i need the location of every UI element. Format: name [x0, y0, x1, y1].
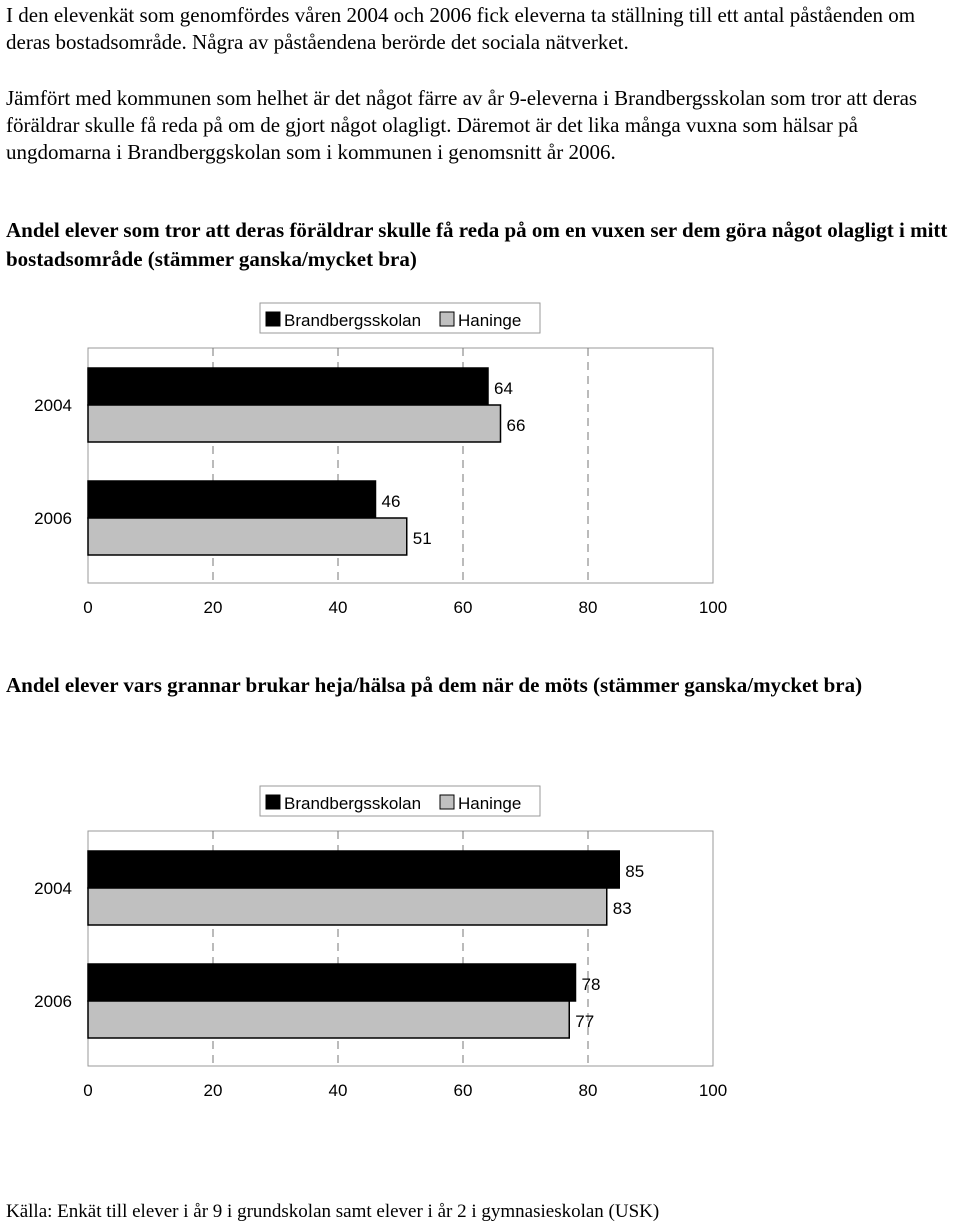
- bar-brandbergsskolan-2006: [88, 481, 376, 518]
- x-tick-20: 20: [203, 598, 223, 617]
- source-note: Källa: Enkät till elever i år 9 i grundskolan samt elever i år 2 i gymnasieskolan (USK): [6, 1201, 660, 1222]
- bar-haninge-2004: [88, 888, 607, 925]
- data-label-brandbergsskolan-2006: 46: [381, 492, 401, 511]
- intro-paragraph: I den elevenkät som genomfördes våren 2004 och 2006 fick eleverna ta ställning till ett antal påståenden om deras bostadsområde. Några av påståendena berörde det sociala nätverket.: [6, 3, 916, 54]
- legend-label-1: Brandbergsskolan: [284, 794, 422, 813]
- legend-swatch-1: [266, 795, 280, 809]
- bar-brandbergsskolan-2006: [88, 964, 576, 1001]
- data-label-haninge-2006: 51: [412, 529, 432, 548]
- bar-haninge-2004: [88, 405, 501, 442]
- legend-label-2: Haninge: [458, 794, 522, 813]
- x-tick-0: 0: [83, 598, 93, 617]
- chart-hejahalsa: [0, 783, 960, 1113]
- bar-haninge-2006: [88, 518, 407, 555]
- legend-swatch-1: [266, 312, 280, 326]
- data-label-haninge-2004: 83: [612, 899, 632, 918]
- x-tick-80: 80: [578, 598, 598, 617]
- x-tick-100: 100: [698, 1081, 728, 1100]
- data-label-haninge-2004: 66: [506, 416, 526, 435]
- x-tick-60: 60: [453, 598, 473, 617]
- legend-swatch-2: [440, 795, 454, 809]
- chart1-title: Andel elever som tror att deras föräldrar skulle få reda på om en vuxen ser dem göra något olagligt i mitt bostadsområde (stämmer ganska/mycket bra): [6, 218, 948, 271]
- y-category-2004: 2004: [34, 396, 72, 415]
- bar-haninge-2006: [88, 1001, 569, 1038]
- chart-olagligt: [0, 300, 960, 630]
- x-tick-20: 20: [203, 1081, 223, 1100]
- x-tick-100: 100: [698, 598, 728, 617]
- data-label-brandbergsskolan-2004: 85: [625, 862, 645, 881]
- x-tick-60: 60: [453, 1081, 473, 1100]
- y-category-2006: 2006: [34, 509, 72, 528]
- legend-label-1: Brandbergsskolan: [284, 311, 422, 330]
- legend-swatch-2: [440, 312, 454, 326]
- bar-brandbergsskolan-2004: [88, 851, 619, 888]
- data-label-brandbergsskolan-2004: 64: [494, 379, 513, 398]
- data-label-haninge-2006: 77: [575, 1012, 595, 1031]
- comparison-paragraph: Jämfört med kommunen som helhet är det något färre av år 9-eleverna i Brandbergsskolan som tror att deras föräldrar skulle få reda på om de gjort något olagligt. Däremot är det lika många vuxna som hälsar på ungdomarna i Brandberggskolan som i kommunen i genomsnitt år 2006.: [6, 86, 918, 164]
- y-category-2006: 2006: [34, 992, 72, 1011]
- data-label-brandbergsskolan-2006: 78: [581, 975, 601, 994]
- y-category-2004: 2004: [34, 879, 72, 898]
- x-tick-40: 40: [328, 598, 348, 617]
- chart2-title: Andel elever vars grannar brukar heja/hälsa på dem när de möts (stämmer ganska/mycket bra): [6, 673, 863, 697]
- x-tick-0: 0: [83, 1081, 93, 1100]
- legend-label-2: Haninge: [458, 311, 522, 330]
- x-tick-80: 80: [578, 1081, 598, 1100]
- x-tick-40: 40: [328, 1081, 348, 1100]
- bar-brandbergsskolan-2004: [88, 368, 488, 405]
